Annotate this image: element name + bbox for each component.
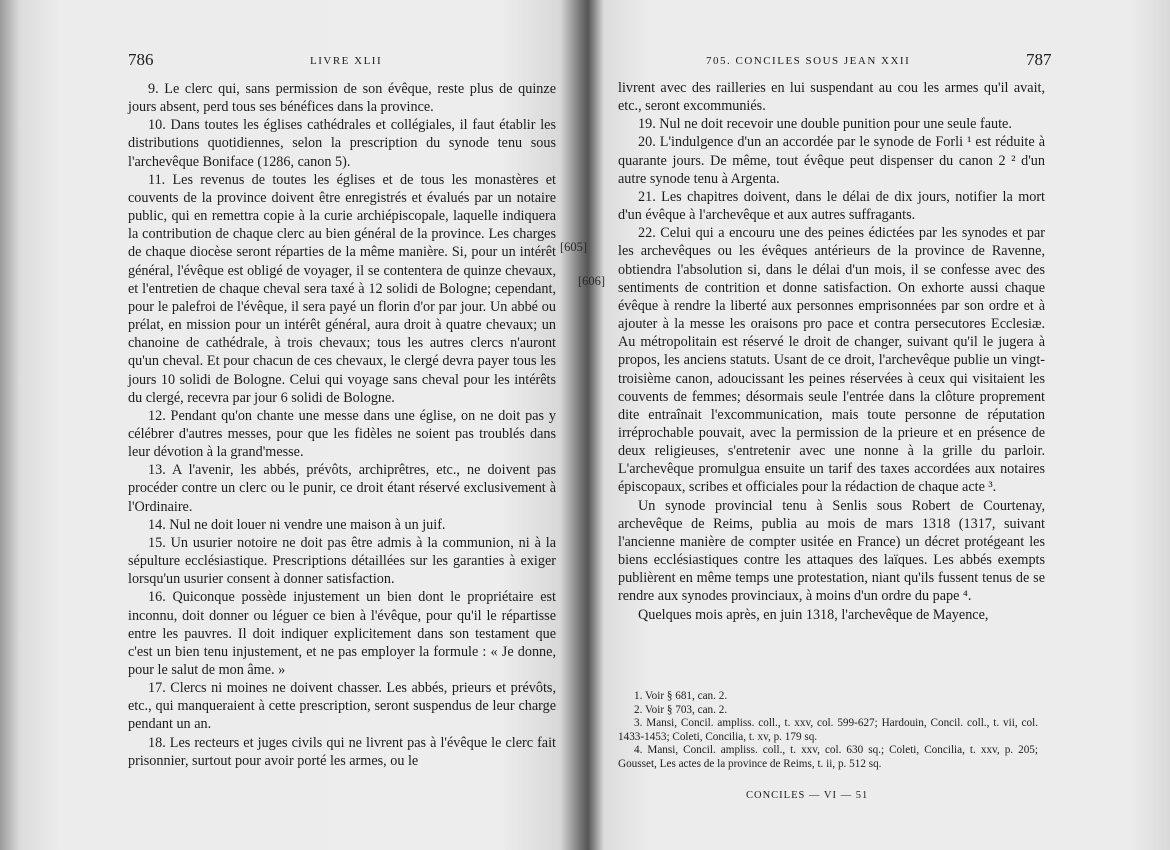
paragraph: 14. Nul ne doit louer ni vendre une maison à un juif.	[148, 516, 446, 533]
paragraph: 16. Quiconque possède injustement un bien dont le propriétaire est inconnu, doit donner ou léguer ce bien à l'évêque, pour qu'il le répartisse entre les pauvres. Il doit indiquer explicitement dans son testament que c'est un bien tenu injustement, et ne pas employer la formule : « Je donne, pour le salut de mon âme. »	[128, 589, 556, 678]
paragraph: 11. Les revenus de toutes les églises et de tous les monastères et couvents de la province doivent être enregistrés et évalués par un notaire public, qui en remettra copie à la curie archiépiscopale, laquelle indiquera la contribution de chaque clerc au bien général de la province. Les charges de chaque diocèse seront réparties de la même manière. Si, pour un intérêt général, l'évêque est obligé de voyager, il se contentera de quinze chevaux, et l'entretien de chaque cheval sera taxé à 12 solidi de Bologne; cependant, pour le palefroi de l'évêque, il sera payé un florin d'or par jour. Un abbé ou prélat, en mission pour un intérêt général, aura droit à quatre chevaux; un chanoine de cathédrale, à trois chevaux; tous les autres clercs n'auront qu'un cheval. Et pour chacun de ces chevaux, le clergé devra payer tous les jours 10 solidi de Bologne. Celui qui voyage sans cheval pour les intérêts du clergé, recevra par jour 6 solidi de Bologne.	[128, 171, 556, 406]
footnote: 1. Voir § 681, can. 2.	[634, 690, 728, 702]
footnote: 2. Voir § 703, can. 2.	[634, 703, 728, 716]
paragraph: 17. Clercs ni moines ne doivent chasser. Les abbés, prieurs et prévôts, etc., qui manqueraient à cette prescription, seront suspendus de leur charge pendant un an.	[128, 680, 556, 733]
paragraph: livrent avec des railleries en lui suspendant au cou les armes qu'il avait, etc., seront excommuniés.	[618, 80, 1045, 115]
paragraph: 13. A l'avenir, les abbés, prévôts, archiprêtres, etc., ne doivent pas procéder contre un clerc ou le punir, ce droit étant réservé exclusivement à l'Ordinaire.	[128, 462, 556, 515]
paragraph: 18. Les recteurs et juges civils qui ne livrent pas à l'évêque le clerc fait prisonnier, surtout pour avoir porté les armes, ou le	[128, 734, 556, 769]
right-body-text	[618, 79, 1045, 624]
right-margin-note: [606]	[578, 274, 606, 288]
printer-signature: CONCILES — VI — 51	[746, 790, 869, 801]
footnote: 4. Mansi, Concil. ampliss. coll., t. xxv, col. 630 sq.; Coleti, Concilia, t. xxv, p. 205; Gousset, Les actes de la province de Reims, t. ii, p. 512 sq.	[618, 744, 1038, 770]
paragraph: 10. Dans toutes les églises cathédrales et collégiales, il faut établir les distributions quotidiennes, selon la prescription du synode tenu sous l'archevêque Boniface (1286, canon 5).	[128, 117, 556, 170]
footnotes	[618, 690, 1038, 771]
paragraph: 9. Le clerc qui, sans permission de son évêque, reste plus de quinze jours absent, perd tous ses bénéfices dans la province.	[128, 81, 556, 116]
paragraph: 20. L'indulgence d'un an accordée par le synode de Forli ¹ est réduite à quarante jours. De même, tout évêque peut dispenser du canon 2 ² d'un autre synode tenu à Argenta.	[618, 134, 1045, 187]
left-running-head: LIVRE XLII	[310, 55, 383, 67]
right-page	[578, 0, 1170, 850]
paragraph: 12. Pendant qu'on chante une messe dans une église, on ne doit pas y célébrer d'autres messes, pour que les fidèles ne soient pas troublés dans leur dévotion à la grand'messe.	[128, 407, 556, 461]
left-body-text	[128, 80, 556, 770]
right-page-number: 787	[1026, 50, 1052, 69]
right-running-head: 705. CONCILES SOUS JEAN XXII	[706, 55, 911, 67]
paragraph: 21. Les chapitres doivent, dans le délai de dix jours, notifier la mort d'un évêque à l'archevêque et aux autres suffragants.	[618, 188, 1045, 224]
paragraph: 19. Nul ne doit recevoir une double punition pour une seule faute.	[638, 116, 1012, 133]
paragraph: Un synode provincial tenu à Senlis sous Robert de Courtenay, archevêque de Reims, publia au mois de mars 1318 (1317, suivant l'ancienne manière de compter usitée en France) un décret protégeant les biens ecclésiastiques contre les attaques des laïques. Les abbés exempts publièrent en même temps une protestation, niant qu'ils fussent tenus de se rendre aux synodes provinciaux, à moins d'un ordre du pape ⁴.	[618, 497, 1045, 605]
footnote: 3. Mansi, Concil. ampliss. coll., t. xxv, col. 599-627; Hardouin, Concil. coll., t. vii, col. 1433-1453; Coleti, Concilia, t. xv, p. 179 sq.	[618, 717, 1038, 743]
paragraph: Quelques mois après, en juin 1318, l'archevêque de Mayence,	[638, 606, 989, 623]
paragraph: 15. Un usurier notoire ne doit pas être admis à la communion, ni à la sépulture ecclésiastique. Prescriptions détaillées sur les garanties à exiger lorsqu'un usurier consent à donner satisfaction.	[128, 534, 556, 588]
left-margin-note: [605]	[560, 240, 588, 254]
left-page-number: 786	[128, 50, 154, 69]
paragraph: 22. Celui qui a encouru une des peines édictées par les synodes et par les archevêques ou les évêques antérieurs de la province de Ravenne, obtiendra l'absolution si, dans le délai d'un mois, il se confesse avec des sentiments de contrition et donne satisfaction. On exhorte aussi chaque évêque à rendre la liberté aux personnes emprisonnées par son ordre et à ajouter à la messe les oraisons pro pace et contra persecutores Ecclesiæ. Au métropolitain est réservé le droit de changer, suivant qu'il le jugera à propos, les anciens statuts. Usant de ce droit, l'archevêque publie un vingt-troisième canon, adoucissant les peines réservées à ceux qui visitaient les couvents de femmes; désormais seule l'entrée dans la clôture proprement dite entraînait l'excommunication, mais toute personne de réputation irréprochable pouvait, avec la permission de la prieure et en présence de deux religieuses, s'entretenir avec une nonne à la grille du parloir. L'archevêque promulgua ensuite un tarif des taxes accordées aux notaires épiscopaux, scribes et officiales pour la rédaction de chaque acte ³.	[618, 225, 1045, 496]
